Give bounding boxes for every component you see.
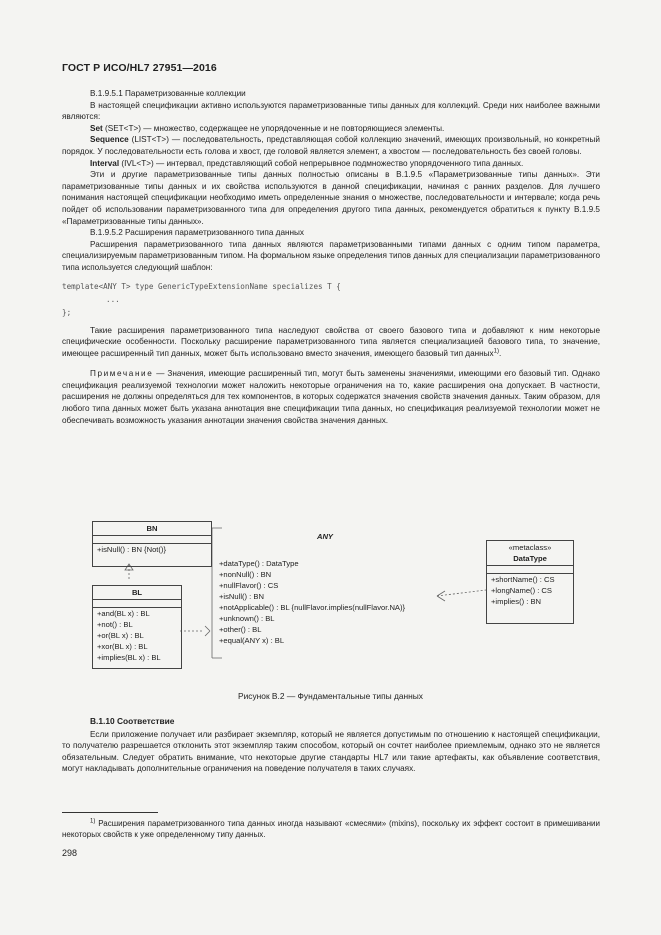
page-number: 298 (62, 848, 78, 858)
class-method: +isNull() : BN (219, 592, 264, 601)
class-method: +unknown() : BL (219, 614, 275, 623)
subsection-title: B.1.9.5.2 Расширения параметризованного типа данных (90, 228, 305, 238)
class-title: BN (93, 522, 211, 536)
class-title: ANY (316, 532, 334, 541)
class-any[interactable] (214, 528, 436, 662)
note-label: Примечание (90, 369, 154, 379)
class-method: +isNull() : BN {Not()} (97, 545, 166, 554)
class-method: +notApplicable() : BL {nullFlavor.implies(nullFlavor.NA)} (219, 603, 406, 612)
class-method: +nullFlavor() : CS (219, 581, 279, 590)
footnote: $^{1)}$ Расширения параметризованного типа данных иногда называют «смесями» (mixins), поскольку их эффект состоит в примешивании некоторых свойств к уже определенному типу данных. (62, 818, 600, 839)
class-method: +not() : BL (97, 620, 133, 629)
uml-diagram (62, 518, 600, 678)
term: Set (90, 123, 103, 133)
section-conformance (62, 716, 600, 775)
footnote-ref[interactable]: 1) (493, 347, 499, 354)
class-method: +shortName() : CS (491, 575, 555, 584)
subsection-title: B.1.9.5.1 Параметризованные коллекции (90, 89, 246, 98)
footnote-mark: 1) (90, 818, 96, 825)
class-method: +implies(BL x) : BL (97, 653, 161, 662)
class-method: +xor(BL x) : BL (97, 642, 148, 651)
class-method: +equal(ANY x) : BL (219, 636, 285, 645)
footnote-divider (62, 812, 158, 813)
class-stereotype: «metaclass» (508, 543, 552, 552)
term-set: Set (SET<T>) — множество, содержащее не упорядоченные и не повторяющиеся элементы. (90, 123, 445, 133)
class-method: +implies() : BN (491, 597, 542, 606)
class-method: +dataType() : DataType (219, 559, 299, 568)
note: Примечание — Значения, имеющие расширенный тип, могут быть заменены значениями, имеющими его базовый тип. Однако спецификация реализуемой технологии может наложить некоторые ограничения на то, какие расширения она допускает. В частности, расширения не должны определяться для тех компонентов, в которых содержатся значения свойств значения данных. Таким образом, для любого типа данных может быть указана аннотация вне спецификации типа данных, но спецификация реализуемой технологии может не обеспечивать возможность указания аннотации значения свойства значения данных. (62, 369, 600, 425)
class-bl[interactable] (92, 585, 182, 669)
code-line: ... (106, 294, 120, 304)
document-header: ГОСТ Р ИСО/HL7 27951—2016 (62, 62, 217, 74)
class-title: BL (93, 586, 181, 600)
class-method: +longName() : CS (491, 586, 552, 595)
class-method: +nonNull() : BN (219, 570, 272, 579)
class-method: +other() : BL (219, 625, 262, 634)
class-method: +or(BL x) : BL (97, 631, 144, 640)
body-text (62, 88, 600, 426)
paragraph: Расширения параметризованного типа данных являются параметризованными типами данных с одним типом параметра, специализируемым параметризованным типом. На формальном языке определения типов данных для специализации параметризованного типа используется следующий шаблон: (62, 239, 600, 272)
paragraph: Эти и другие параметризованные типы данных полностью описаны в B.1.9.5 «Параметризованные типы данных». Эти параметризованные типы данных и их свойства используются в данной спецификации, начиная с ранних разделов. Для лучшего понимания настоящей спецификации необходимо иметь определенные знания о множестве, последовательности и интервале; когда речь пойдет об использовании параметризованного типа для определения другого типа данных, рекомендуется обратиться к пункту B.1.9.5 «Параметризованные типы данных». (62, 170, 600, 226)
figure-caption: Рисунок B.2 — Фундаментальные типы данных (238, 691, 423, 701)
term-interval: Interval (IVL<T>) — интервал, представляющий собой непрерывное подмножество упорядоченного типа данных. (90, 158, 524, 168)
paragraph: В настоящей спецификации активно используются параметризованные типы данных для коллекций. Среди них наиболее важными являются: (62, 100, 600, 122)
class-datatype[interactable] (486, 540, 574, 624)
class-bn[interactable] (92, 521, 212, 567)
class-method: +and(BL x) : BL (97, 609, 150, 618)
class-title: DataType (487, 552, 573, 566)
code-line: }; (62, 307, 72, 317)
paragraph: Если приложение получает или разбирает экземпляр, который не является допустимым по отношению к настоящей спецификации, то получателю разрешается отклонить этот экземпляр таким способом, который он сочтет наиболее приемлемым, однако это не является обязательным. Следует обратить внимание, что некоторые другие стандарты HL7 или такие артефакты, как объявление соответствия, могут накладывать дополнительные ограничения на поведение получателя в таких случаях. (62, 729, 600, 774)
term-sequence: Sequence (LIST<T>) — последовательность, представляющая собой коллекцию значений, имеющих произвольный, но конкретный порядок. У последовательности есть голова и хвост, где головой является элемент, а хвостом — последовательность без своей головы. (62, 135, 600, 156)
paragraph: Такие расширения параметризованного типа наследуют свойства от своего базового типа и добавляют к ним некоторые специфические особенности. Поскольку расширение параметризованного типа является специализацией базового типа, то значение, имеющее расширенный тип данных, может быть использовано вместо значения, имеющего базовый тип данных$^{1)}$. (62, 325, 600, 358)
section-heading: B.1.10 Соответствие (90, 716, 175, 726)
code-line: template<ANY T> type GenericTypeExtensionName specializes T { (62, 281, 341, 291)
code-template (62, 280, 600, 319)
term: Sequence (90, 135, 129, 145)
term: Interval (90, 158, 120, 168)
